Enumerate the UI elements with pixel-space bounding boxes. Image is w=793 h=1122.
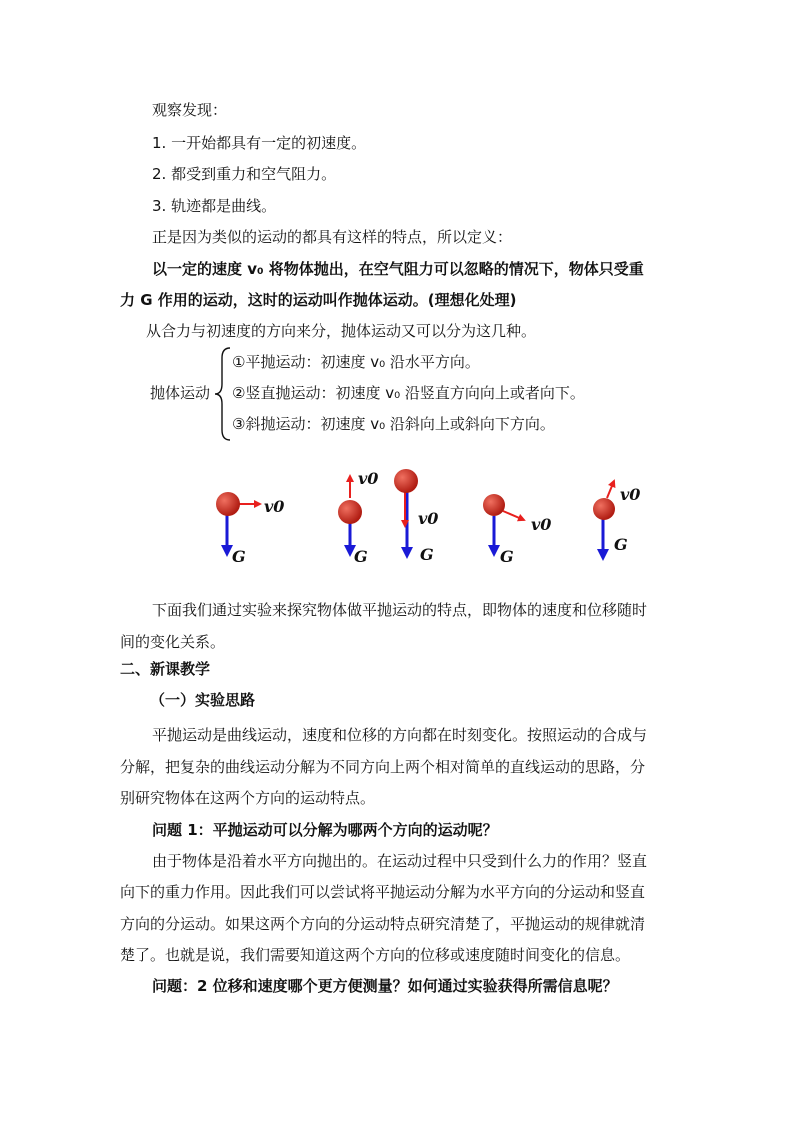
section-2-title: 二、新课教学 xyxy=(120,660,211,678)
question-1: 问题 1：平抛运动可以分解为哪两个方向的运动呢？ xyxy=(152,821,498,839)
g-label: G xyxy=(614,535,628,554)
paragraph-1-line-3: 别研究物体在这两个方向的运动特点。 xyxy=(120,789,376,807)
subsection-1-title: （一）实验思路 xyxy=(150,691,256,709)
type-2: ②竖直抛运动：初速度 v₀ 沿竖直方向向上或者向下。 xyxy=(232,384,585,402)
v0-label: v0 xyxy=(620,485,641,504)
g-label: G xyxy=(232,547,246,566)
explore-line-1: 下面我们通过实验来探究物体做平抛运动的特点，即物体的速度和位移随时 xyxy=(152,601,648,619)
define-intro: 正是因为类似的运动的都具有这样的特点，所以定义： xyxy=(152,228,513,246)
paragraph-2-line-2: 向下的重力作用。因此我们可以尝试将平抛运动分解为水平方向的分运动和竖直 xyxy=(120,883,646,901)
classify-label: 抛体运动 xyxy=(150,384,211,402)
oblique-up-throw-diagram xyxy=(593,481,640,558)
explore-line-2: 间的变化关系。 xyxy=(120,633,226,651)
classify-intro: 从合力与初速度的方向来分，抛体运动又可以分为这几种。 xyxy=(146,322,537,340)
observation-1: 1. 一开始都具有一定的初速度。 xyxy=(152,134,367,152)
v0-label: v0 xyxy=(418,509,439,528)
oblique-down-throw-diagram xyxy=(483,494,551,566)
ball xyxy=(338,500,362,524)
question-2: 问题：2 位移和速度哪个更方便测量？如何通过实验获得所需信息呢？ xyxy=(152,977,618,995)
paragraph-1-line-1: 平抛运动是曲线运动，速度和位移的方向都在时刻变化。按照运动的合成与 xyxy=(152,726,648,744)
observation-3: 3. 轨迹都是曲线。 xyxy=(152,197,277,215)
type-3: ③斜抛运动：初速度 v₀ 沿斜向上或斜向下方向。 xyxy=(232,415,555,433)
vertical-up-throw-diagram xyxy=(338,469,378,566)
paragraph-2-line-3: 方向的分运动。如果这两个方向的分运动特点研究清楚了，平抛运动的规律就清 xyxy=(120,915,646,933)
paragraph-1-line-2: 分解，把复杂的曲线运动分解为不同方向上两个相对简单的直线运动的思路，分 xyxy=(120,758,646,776)
projectile-figure xyxy=(200,460,660,580)
v0-label: v0 xyxy=(358,469,379,488)
observe-heading: 观察发现： xyxy=(152,101,228,119)
g-label: G xyxy=(420,545,434,564)
curly-brace-icon xyxy=(212,346,234,442)
ball xyxy=(483,494,505,516)
ball xyxy=(593,498,615,520)
observation-2: 2. 都受到重力和空气阻力。 xyxy=(152,165,337,183)
horizontal-throw-diagram xyxy=(216,492,284,566)
paragraph-2-line-4: 楚了。也就是说，我们需要知道这两个方向的位移或速度随时间变化的信息。 xyxy=(120,946,631,964)
definition-line-2: 力 G 作用的运动，这时的运动叫作抛体运动。(理想化处理) xyxy=(120,291,517,309)
v0-label: v0 xyxy=(531,515,552,534)
v0-label: v0 xyxy=(264,497,285,516)
ball xyxy=(216,492,240,516)
g-label: G xyxy=(500,547,514,566)
vertical-down-throw-diagram xyxy=(394,469,438,564)
velocity-arrow xyxy=(503,511,524,520)
ball xyxy=(394,469,418,493)
paragraph-2-line-1: 由于物体是沿着水平方向抛出的。在运动过程中只受到什么力的作用？竖直 xyxy=(152,852,648,870)
velocity-arrow xyxy=(607,481,614,498)
type-1: ①平抛运动：初速度 v₀ 沿水平方向。 xyxy=(232,353,480,371)
g-label: G xyxy=(354,547,368,566)
definition-line-1: 以一定的速度 v₀ 将物体抛出，在空气阻力可以忽略的情况下，物体只受重 xyxy=(152,260,644,278)
